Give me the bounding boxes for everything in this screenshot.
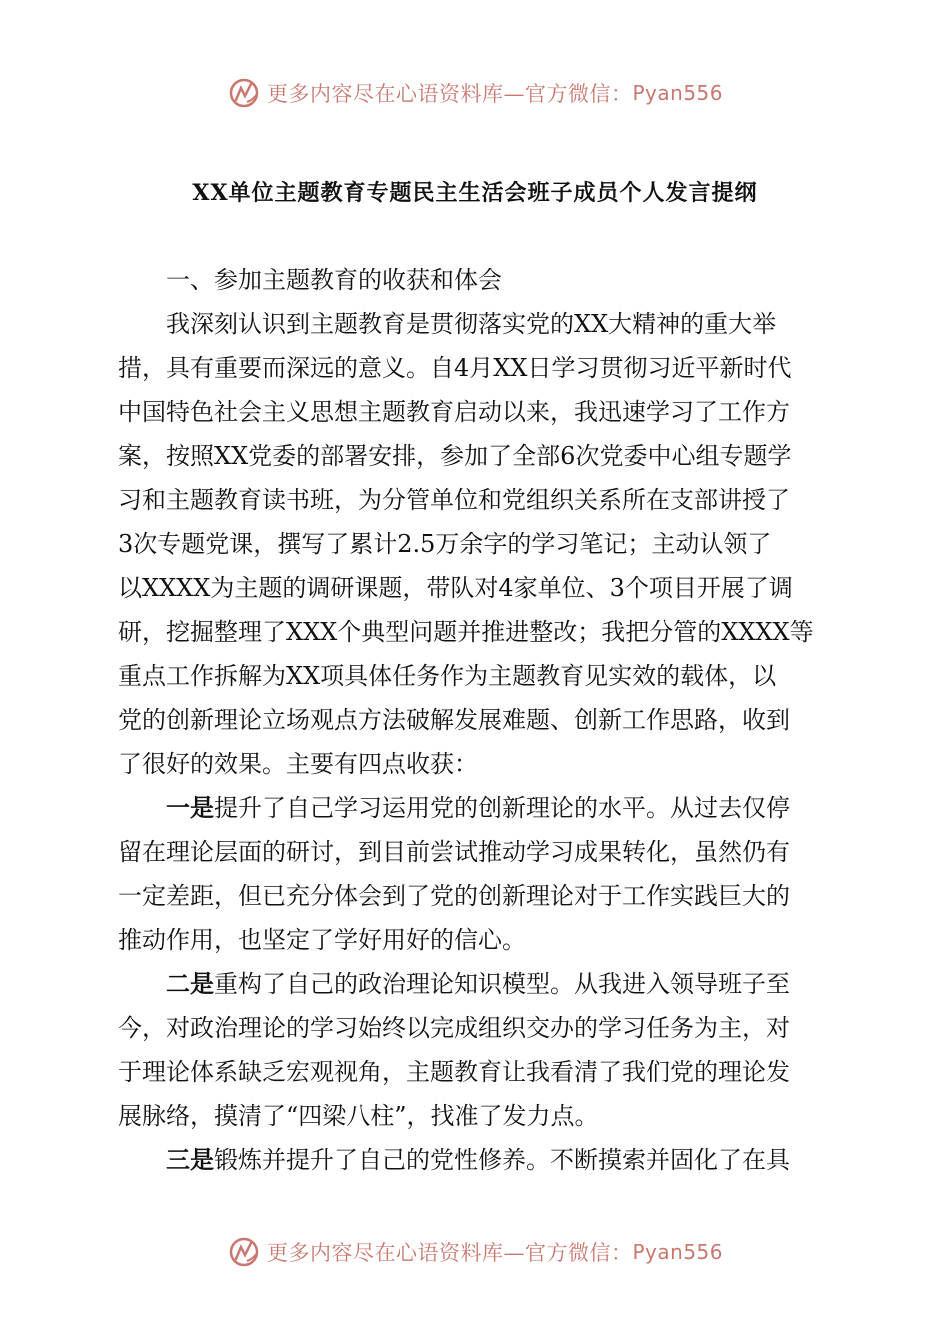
text-line: 展脉络，摸清了“四梁八柱”，找准了发力点。 — [118, 1102, 599, 1130]
paragraph-point-3 — [118, 1138, 838, 1182]
text-line: 案，按照XX党委的部署安排，参加了全部6次党委中心组专题学 — [118, 442, 792, 470]
text-line: 重点工作拆解为XX项具体任务作为主题教育见实效的载体，以 — [118, 662, 777, 690]
text-line: 中国特色社会主义思想主题教育启动以来，我迅速学习了工作方 — [118, 398, 790, 426]
watermark-wechat-id: Pyan556 — [632, 1240, 723, 1264]
text-line: 于理论体系缺乏宏观视角，主题教育让我看清了我们党的理论发 — [118, 1058, 790, 1086]
text-line — [118, 1138, 838, 1182]
point-text: 提升了自己学习运用党的创新理论的水平。从过去仅停 — [214, 794, 790, 822]
text-line: 今，对政治理论的学习始终以完成组织交办的学习任务为主，对 — [118, 1014, 790, 1042]
paragraph-gains — [118, 302, 838, 786]
text-line: 措，具有重要而深远的意义。自4月XX日学习贯彻习近平新时代 — [118, 354, 792, 382]
text-line: 留在理论层面的研讨，到目前尝试推动学习成果转化，虽然仍有 — [118, 838, 790, 866]
text-line: 3次专题党课，撰写了累计2.5万余字的学习笔记；主动认领了 — [118, 530, 772, 558]
watermark-header — [0, 73, 950, 113]
point-lead: 三是 — [166, 1145, 214, 1174]
text-line: 推动作用，也坚定了学好用好的信心。 — [118, 926, 526, 954]
watermark-footer — [0, 1232, 950, 1272]
document-body — [118, 258, 838, 1182]
paragraph-point-1 — [118, 786, 838, 962]
text-line: 研，挖掘整理了XXX个典型问题并推进整改；我把分管的XXXX等 — [118, 618, 814, 646]
text-line: 党的创新理论立场观点方法破解发展难题、创新工作思路，收到 — [118, 706, 790, 734]
watermark-wechat-id: Pyan556 — [632, 81, 723, 105]
point-lead: 一是 — [166, 793, 214, 822]
text-line: 以XXXX为主题的调研课题，带队对4家单位、3个项目开展了调 — [118, 574, 793, 602]
watermark-text: 更多内容尽在心语资料库—官方微信： — [266, 82, 633, 106]
document-title: XX单位主题教育专题民主生活会班子成员个人发言提纲 — [192, 180, 758, 206]
point-lead: 二是 — [166, 969, 214, 998]
watermark-text: 更多内容尽在心语资料库—官方微信： — [266, 1241, 633, 1265]
text-line: 了很好的效果。主要有四点收获： — [118, 750, 478, 778]
section-heading: 一、参加主题教育的收获和体会 — [166, 266, 502, 294]
text-line: 习和主题教育读书班，为分管单位和党组织关系所在支部讲授了 — [118, 486, 790, 514]
point-text: 重构了自己的政治理论知识模型。从我进入领导班子至 — [214, 970, 790, 998]
brand-logo-icon — [227, 76, 261, 110]
point-text: 锻炼并提升了自己的党性修养。不断摸索并固化了在具 — [214, 1146, 790, 1174]
paragraph-point-2 — [118, 962, 838, 1138]
text-line: 我深刻认识到主题教育是贯彻落实党的XX大精神的重大举 — [166, 310, 777, 338]
brand-logo-icon — [227, 1235, 261, 1269]
text-line — [118, 786, 838, 830]
text-line — [118, 962, 838, 1006]
text-line: 一定差距，但已充分体会到了党的创新理论对于工作实践巨大的 — [118, 882, 790, 910]
